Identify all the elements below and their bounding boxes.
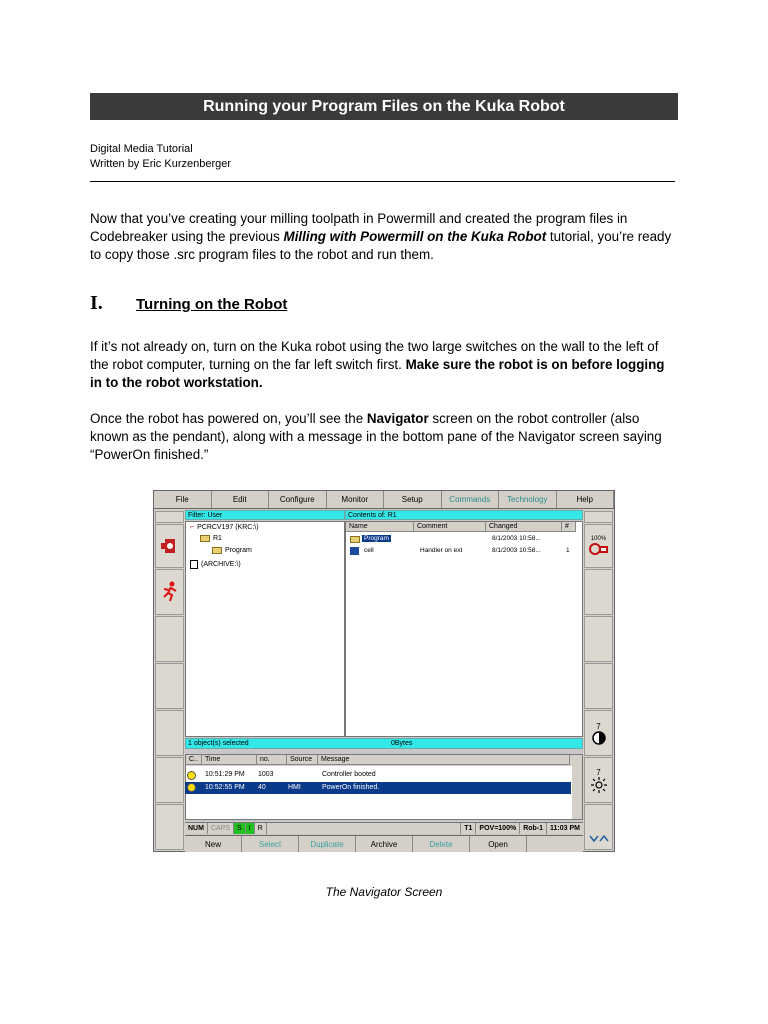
msg-col-message[interactable]: Message: [318, 755, 570, 765]
program-override: POV=100%: [476, 823, 520, 834]
intro-emphasis: Milling with Powermill on the Kuka Robot: [283, 229, 547, 244]
msg-col-number[interactable]: no.: [257, 755, 287, 765]
root-drive-icon: ⌐: [190, 524, 195, 531]
contrast-key[interactable]: [584, 710, 613, 756]
menu-file[interactable]: File: [154, 491, 212, 508]
col-number[interactable]: #: [562, 522, 576, 532]
left-softkey-4[interactable]: [155, 616, 184, 662]
file-number: 1: [566, 547, 570, 554]
brightness-level: 7: [596, 767, 601, 777]
select-button[interactable]: Select: [242, 836, 299, 852]
intro-text-2: tutorial, you’re ready to copy those .src program files to the robot and run them.: [90, 229, 672, 262]
file-changed: 8/1/2003 10:58...: [492, 547, 541, 554]
message-text: Controller booted: [322, 771, 376, 778]
right-key-1[interactable]: [584, 511, 613, 523]
left-softkey-2[interactable]: [155, 524, 184, 568]
msg-col-source[interactable]: Source: [287, 755, 318, 765]
kuka-status-bar: [185, 822, 583, 834]
col-name[interactable]: Name: [346, 522, 414, 532]
navigator-screenshot: [153, 490, 615, 852]
navigator-bold: Navigator: [366, 411, 429, 426]
override-icon: [588, 542, 610, 556]
message-number: 1003: [258, 771, 274, 778]
col-changed[interactable]: Changed: [486, 522, 562, 532]
intro-text-1: Now that you’ve creating your milling toolpath in Powermill and created the program files in Codebreaker using the previous: [90, 211, 628, 244]
section-heading: [90, 292, 287, 315]
contrast-level: 7: [596, 721, 601, 731]
brightness-key[interactable]: [584, 757, 613, 803]
navigator-paragraph: [90, 410, 680, 464]
new-button[interactable]: New: [185, 836, 242, 852]
power-on-warning: Make sure the robot is on before logging in to the robot workstation.: [90, 357, 665, 390]
menu-technology[interactable]: Technology: [499, 491, 557, 508]
file-name: cell: [364, 547, 374, 554]
message-time: 10:51:29 PM: [205, 771, 245, 778]
folder-icon: [212, 547, 222, 554]
kuka-menubar: [154, 491, 614, 509]
file-list: [345, 521, 583, 737]
delete-button[interactable]: Delete: [413, 836, 470, 852]
open-button[interactable]: Open: [470, 836, 527, 852]
power-on-text: If it’s not already on, turn on the Kuka robot using the two large switches on the wall to the left of the robot computer, turning on the far left switch first.: [90, 339, 659, 372]
num-lock-indicator: NUM: [185, 823, 208, 834]
duplicate-button[interactable]: Duplicate: [299, 836, 356, 852]
menu-edit[interactable]: Edit: [212, 491, 270, 508]
right-key-5[interactable]: [584, 663, 613, 709]
override-percent: 100%: [590, 536, 607, 542]
contents-header: Contents of: R1: [345, 510, 583, 520]
col-comment[interactable]: Comment: [414, 522, 486, 532]
right-status-bar: [583, 509, 614, 851]
menu-configure[interactable]: Configure: [269, 491, 327, 508]
subtitle-line-2: Written by Eric Kurzenberger: [90, 158, 232, 170]
menu-commands[interactable]: Commands: [442, 491, 500, 508]
section-title: Turning on the Robot: [136, 296, 288, 313]
robot-name: Rob-1: [520, 823, 547, 834]
drives-indicator: I: [246, 823, 255, 834]
msg-col-category[interactable]: C..: [186, 755, 202, 765]
submit-interpreter-indicator: S: [234, 823, 246, 834]
figure-caption: The Navigator Screen: [325, 885, 443, 899]
archive-button[interactable]: Archive: [356, 836, 413, 852]
navigator-text-2: screen on the robot controller (also known as the pendant), along with a message in the bottom pane of the Navigator screen saying “PowerOn finished.”: [90, 411, 662, 462]
tree-item-program[interactable]: Program: [212, 547, 252, 554]
left-softkey-8[interactable]: [155, 804, 184, 850]
brightness-icon: [591, 777, 607, 793]
document-title: Running your Program Files on the Kuka Robot: [90, 93, 678, 120]
power-on-paragraph: [90, 338, 680, 392]
chevrons-icon: [589, 835, 609, 843]
navigator-text-1: Once the robot has powered on, you’ll see the: [90, 411, 367, 426]
warning-icon: [187, 771, 196, 780]
byline: [90, 142, 231, 172]
folder-icon: [200, 535, 210, 542]
intro-paragraph: [90, 210, 680, 264]
section-numeral: I.: [90, 292, 103, 314]
byte-count: 0Bytes: [391, 740, 413, 747]
subtitle-line-1: Digital Media Tutorial: [90, 143, 193, 155]
right-key-4[interactable]: [584, 616, 613, 662]
message-time: 10:52:55 PM: [205, 784, 245, 791]
file-comment: Handler on ext: [420, 547, 463, 554]
message-number: 40: [258, 784, 266, 791]
left-softkey-3[interactable]: [155, 569, 184, 615]
message-source: HMI: [288, 784, 301, 791]
menu-monitor[interactable]: Monitor: [327, 491, 385, 508]
scroll-key[interactable]: [584, 804, 613, 850]
left-softkey-6[interactable]: [155, 710, 184, 756]
tree-item-r1[interactable]: R1: [200, 535, 222, 542]
msg-col-time[interactable]: Time: [202, 755, 257, 765]
override-key[interactable]: [584, 524, 613, 568]
right-key-3[interactable]: [584, 569, 613, 615]
clock: 11:03 PM: [550, 825, 580, 832]
running-man-icon: [160, 581, 180, 603]
menu-setup[interactable]: Setup: [384, 491, 442, 508]
robot-interpreter-indicator: R: [255, 823, 267, 834]
tree-item-archive[interactable]: (ARCHIVE:\): [190, 560, 241, 569]
menu-help[interactable]: Help: [557, 491, 615, 508]
operating-mode: T1: [461, 823, 476, 834]
folder-icon: [350, 536, 360, 543]
selection-count: 1 object(s) selected: [188, 740, 249, 747]
warning-icon: [187, 783, 196, 792]
directory-tree: [185, 521, 345, 737]
filter-header: Filter: User: [185, 510, 345, 520]
selection-status-bar: [185, 738, 583, 749]
contrast-icon: [592, 731, 606, 745]
left-softkey-5[interactable]: [155, 663, 184, 709]
caps-lock-indicator: CAPS: [208, 823, 234, 834]
header-divider: [90, 181, 675, 182]
message-text: PowerOn finished.: [322, 784, 380, 791]
archive-drive-icon: [190, 560, 198, 569]
file-changed: 8/1/2003 10:58...: [492, 535, 541, 542]
file-name: Program: [364, 535, 389, 542]
bottom-softkey-bar: [185, 835, 583, 852]
tree-item-krc[interactable]: ⌐ PCRCV197 (KRC:\): [190, 524, 259, 531]
left-softkey-1[interactable]: [155, 511, 184, 523]
left-softkey-bar: [154, 509, 185, 851]
left-softkey-7[interactable]: [155, 757, 184, 803]
module-icon: [350, 547, 359, 555]
robot-drives-icon: [160, 535, 180, 557]
empty-softkey[interactable]: [527, 836, 583, 852]
